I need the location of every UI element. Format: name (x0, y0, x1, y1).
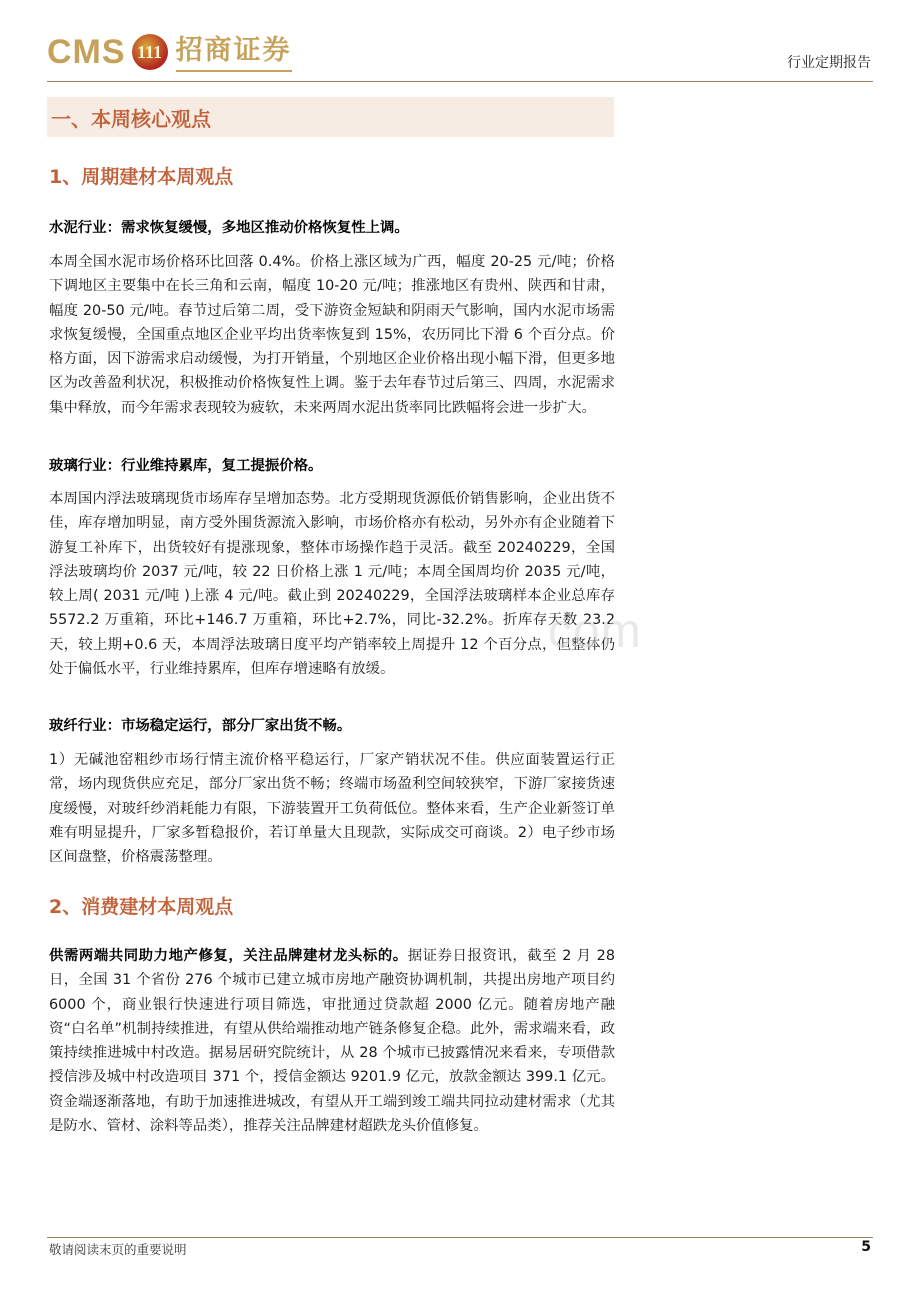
page-number: 5 (861, 1239, 871, 1255)
section-title: 一、本周核心观点 (51, 106, 211, 131)
subsection-title-consumer: 2、消费建材本周观点 (49, 896, 234, 918)
glass-paragraph: 本周国内浮法玻璃现货市场库存呈增加态势。北方受期现货源低价销售影响，企业出货不佳，库存增加明显，南方受外围货源流入影响，市场价格亦有松动，另外亦有企业随着下游复工补库下，出货较好有提涨现象，整体市场操作趋于灵活。截至 20240229，全国浮法玻璃均价 2037 元/吨，较 22 日价格上涨 1 元/吨；本周全国周均价 2035 元/吨，较上周( 2031 元/吨 )上涨 4 元/吨。截止到 20240229，全国浮法玻璃样本企业总库存 5572.2 万重箱，环比+146.7 万重箱，环比+2.7%，同比-32.2%。折库存天数 23.2 天，较上期+0.6 天，本周浮法玻璃日度平均产销率较上周提升 12 个百分点，但整体仍处于偏低水平，行业维持累库，但库存增速略有放缓。 (49, 491, 615, 678)
header-divider (47, 81, 873, 82)
watermark: com (548, 605, 642, 658)
footer-divider (47, 1237, 873, 1238)
consumer-body: 据证券日报资讯，截至 2 月 28 日，全国 31 个省份 276 个城市已建立城市房地产融资协调机制，共提出房地产项目约 6000 个，商业银行快速进行项目筛选，审批通过贷款超 2000 亿元。随着房地产融资“白名单”机制持续推进，有望从供给端推动地产链条修复企稳。此外，需求端来看，政策持续推进城中村改造。据易居研究院统计，从 28 个城市已披露情况来看来，专项借款授信涉及城中村改造项目 371 个，授信金额达 9201.9 亿元，放款金额达 399.1 亿元。资金端逐渐落地，有助于加速推进城改，有望从开工端到竣工端共同拉动建材需求（尤其是防水、管材、涂料等品类），推荐关注品牌建材超跌龙头价值修复。 (49, 948, 615, 1135)
section-heading-band (47, 97, 614, 137)
consumer-heading: 供需两端共同助力地产修复，关注品牌建材龙头标的。 (49, 948, 408, 964)
fiberglass-heading: 玻纤行业：市场稳定运行，部分厂家出货不畅。 (49, 718, 352, 734)
page-header (0, 0, 920, 84)
logo-seal-icon: 111 (132, 34, 168, 70)
logo-latin: CMS (47, 33, 126, 71)
logo-chinese-name: 招商证券 (176, 32, 292, 72)
consumer-paragraph (49, 944, 615, 1138)
footer-disclaimer: 敬请阅读末页的重要说明 (49, 1242, 187, 1257)
glass-heading: 玻璃行业：行业维持累库，复工提振价格。 (49, 458, 323, 474)
subsection-title-cyclical: 1、周期建材本周观点 (49, 166, 234, 188)
report-type-label: 行业定期报告 (787, 55, 871, 71)
cement-paragraph: 本周全国水泥市场价格环比回落 0.4%。价格上涨区域为广西，幅度 20-25 元/吨；价格下调地区主要集中在长三角和云南，幅度 10-20 元/吨；推涨地区有贵州、陕西和甘肃，幅度 20-50 元/吨。春节过后第二周，受下游资金短缺和阴雨天气影响，国内水泥市场需求恢复缓慢，全国重点地区企业平均出货率恢复到 15%，农历同比下滑 6 个百分点。价格方面，因下游需求启动缓慢，为打开销量，个别地区企业价格出现小幅下滑，但更多地区为改善盈利状况，积极推动价格恢复性上调。鉴于去年春节过后第三、四周，水泥需求集中释放，而今年需求表现较为疲软，未来两周水泥出货率同比跌幅将会进一步扩大。 (49, 254, 615, 416)
cement-heading: 水泥行业：需求恢复缓慢，多地区推动价格恢复性上调。 (49, 220, 409, 236)
cms-logo (47, 30, 292, 74)
fiberglass-paragraph: 1）无碱池窑粗纱市场行情主流价格平稳运行，厂家产销状况不佳。供应面装置运行正常，场内现货供应充足，部分厂家出货不畅；终端市场盈利空间较狭窄，下游厂家接货速度缓慢，对玻纤纱消耗能力有限，下游装置开工负荷低位。整体来看，生产企业新签订单难有明显提升，厂家多暂稳报价，若订单量大且现款，实际成交可商谈。2）电子纱市场区间盘整，价格震荡整理。 (49, 752, 615, 866)
